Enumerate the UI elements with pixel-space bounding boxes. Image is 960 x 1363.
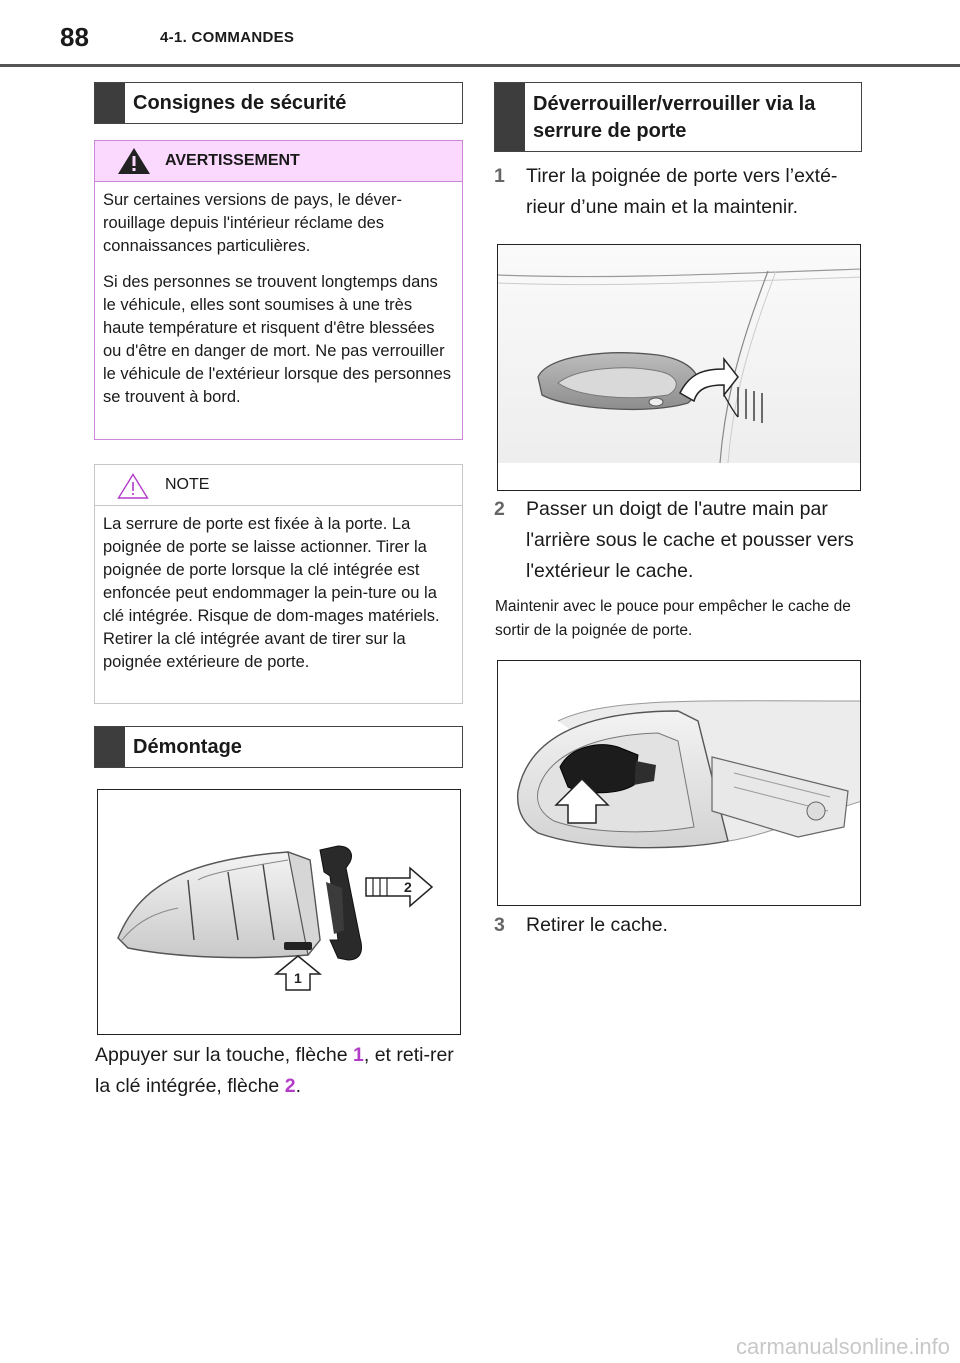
step-3 xyxy=(494,910,864,944)
section-bar xyxy=(495,83,525,151)
step-text: Retirer le cache. xyxy=(526,914,668,936)
step-1 xyxy=(494,161,864,227)
page-number: 88 xyxy=(60,22,89,52)
handle-cover-figure xyxy=(497,660,861,906)
note-paragraph: La serrure de porte est fixée à la porte. La poignée de porte se laisse actionner. Tirer la poignée de porte lorsque la clé intégrée est enfoncée peut endommager la pein-ture ou la clé intégrée. Risque de dom-mages matériels. Retirer la clé intégrée avant de tirer sur la poignée extérieure de porte. xyxy=(103,515,440,671)
section-title: Consignes de sécurité xyxy=(133,92,347,114)
key-illustration xyxy=(98,790,461,1035)
step-text: Passer un doigt de l'autre main par l'arrière sous le cache et pousser vers l'extérieur le cache. xyxy=(526,498,854,582)
header-rule xyxy=(0,64,960,67)
warning-paragraph-2: Si des personnes se trouvent longtemps dans le véhicule, elles sont soumises à une très haute température et risquent d'être blessées ou d'être en danger de mort. Ne pas verrouiller le véhicule de l'extérieur lorsque des personnes se trouvent à bord. xyxy=(103,273,452,406)
section-header-safety xyxy=(94,82,463,124)
step-number: 1 xyxy=(494,165,505,187)
callout-arrow-2: 2 xyxy=(284,1075,296,1097)
caption-text: Appuyer sur la touche, flèche xyxy=(95,1044,353,1066)
key-removal-figure xyxy=(97,789,461,1035)
warning-paragraph-1: Sur certaines versions de pays, le déver-rouillage depuis l'intérieur réclame des connaissances particulières. xyxy=(103,191,402,255)
step-number: 2 xyxy=(494,498,505,520)
note-box xyxy=(94,464,463,704)
caption-text: . xyxy=(295,1075,301,1097)
section-title: Déverrouiller/verrouiller via la serrure de porte xyxy=(533,93,816,142)
door-handle-illustration xyxy=(498,245,861,491)
caution-triangle-icon xyxy=(117,473,149,499)
handle-cover-illustration xyxy=(498,661,861,906)
section-header-removal xyxy=(94,726,463,768)
section-bar xyxy=(95,83,125,123)
removal-caption xyxy=(95,1040,467,1102)
note-label: NOTE xyxy=(165,476,210,493)
warning-box xyxy=(94,140,463,440)
arrow-2-label: 2 xyxy=(404,879,412,895)
arrow-1-label: 1 xyxy=(294,970,302,986)
step-number: 3 xyxy=(494,914,505,936)
warning-triangle-icon xyxy=(117,147,151,175)
section-title: Démontage xyxy=(133,736,242,758)
thumb-hint: Maintenir avec le pouce pour empêcher le cache de sortir de la poignée de porte. xyxy=(495,598,851,639)
warning-label: AVERTISSEMENT xyxy=(165,152,300,169)
warning-header xyxy=(95,141,462,182)
chapter-title: 4-1. COMMANDES xyxy=(160,29,295,46)
section-header-door-lock xyxy=(494,82,862,152)
arrow-2-icon xyxy=(366,868,432,906)
section-bar xyxy=(95,727,125,767)
caption-text: , et reti-rer la clé intégrée, flèche xyxy=(95,1044,454,1097)
step-text: Tirer la poignée de porte vers l’exté-rieur d’une main et la maintenir. xyxy=(526,165,838,218)
door-handle-figure xyxy=(497,244,861,491)
note-header xyxy=(95,465,462,506)
callout-arrow-1: 1 xyxy=(353,1044,364,1066)
watermark: carmanualsonline.info xyxy=(735,1334,950,1359)
step-2 xyxy=(494,494,864,590)
